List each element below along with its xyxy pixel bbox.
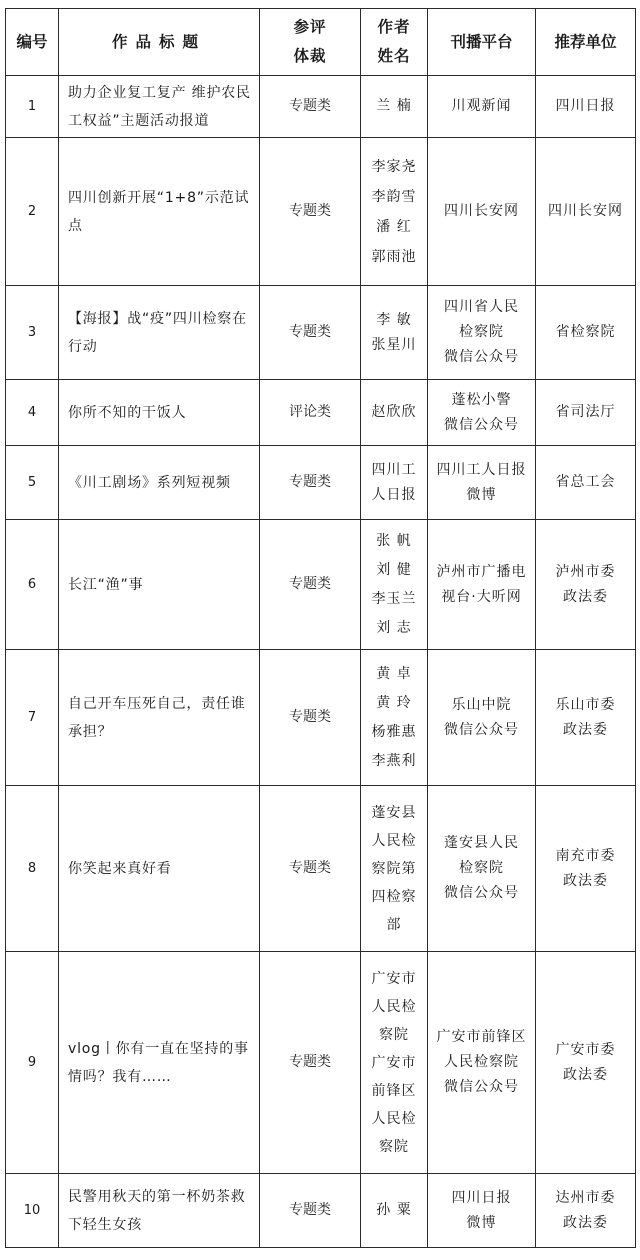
row-genre: 专题类 bbox=[260, 138, 361, 286]
row-no: 3 bbox=[6, 286, 59, 380]
row-platform: 四川长安网 bbox=[428, 138, 536, 286]
row-platform: 川观新闻 bbox=[428, 76, 536, 138]
table-row bbox=[6, 446, 636, 520]
row-no: 2 bbox=[6, 138, 59, 286]
award-table-sheet bbox=[5, 8, 635, 1252]
table-row bbox=[6, 380, 636, 446]
row-genre: 专题类 bbox=[260, 650, 361, 786]
row-author: 黄 卓 黄 玲 杨雅惠 李燕利 bbox=[361, 650, 428, 786]
row-author: 四川工 人日报 bbox=[361, 446, 428, 520]
row-genre: 专题类 bbox=[260, 286, 361, 380]
table-row bbox=[6, 952, 636, 1174]
row-unit: 四川日报 bbox=[536, 76, 636, 138]
row-author: 李家尧 李韵雪 潘 红 郭雨池 bbox=[361, 138, 428, 286]
row-unit: 省检察院 bbox=[536, 286, 636, 380]
table-header-row bbox=[6, 9, 636, 76]
header-no: 编号 bbox=[6, 9, 59, 76]
row-platform: 乐山中院 微信公众号 bbox=[428, 650, 536, 786]
row-platform: 泸州市广播电 视台·大听网 bbox=[428, 520, 536, 650]
row-platform: 四川工人日报 微博 bbox=[428, 446, 536, 520]
row-title: 自己开车压死自己，责任谁承担？ bbox=[59, 650, 260, 786]
row-platform: 四川省人民 检察院 微信公众号 bbox=[428, 286, 536, 380]
header-genre: 参评 体裁 bbox=[260, 9, 361, 76]
table-row bbox=[6, 786, 636, 952]
award-table bbox=[5, 8, 636, 1248]
row-title: 【海报】战“疫”四川检察在行动 bbox=[59, 286, 260, 380]
header-unit: 推荐单位 bbox=[536, 9, 636, 76]
row-title: 民警用秋天的第一杯奶茶救下轻生女孩 bbox=[59, 1174, 260, 1248]
row-no: 8 bbox=[6, 786, 59, 952]
row-genre: 专题类 bbox=[260, 952, 361, 1174]
row-no: 10 bbox=[6, 1174, 59, 1248]
table-row bbox=[6, 76, 636, 138]
row-unit: 达州市委 政法委 bbox=[536, 1174, 636, 1248]
row-genre: 专题类 bbox=[260, 1174, 361, 1248]
row-no: 6 bbox=[6, 520, 59, 650]
row-no: 5 bbox=[6, 446, 59, 520]
table-row bbox=[6, 520, 636, 650]
header-title: 作品标题 bbox=[59, 9, 260, 76]
row-title: 你笑起来真好看 bbox=[59, 786, 260, 952]
row-platform: 蓬安县人民 检察院 微信公众号 bbox=[428, 786, 536, 952]
row-title: 助力企业复工复产 维护农民工权益”主题活动报道 bbox=[59, 76, 260, 138]
row-title: 长江“渔”事 bbox=[59, 520, 260, 650]
row-no: 7 bbox=[6, 650, 59, 786]
row-title: 四川创新开展“1+8”示范试点 bbox=[59, 138, 260, 286]
row-author: 赵欣欣 bbox=[361, 380, 428, 446]
row-genre: 专题类 bbox=[260, 446, 361, 520]
row-title: 你所不知的干饭人 bbox=[59, 380, 260, 446]
header-author: 作者 姓名 bbox=[361, 9, 428, 76]
row-author: 广安市 人民检 察院 广安市 前锋区 人民检 察院 bbox=[361, 952, 428, 1174]
row-platform: 四川日报 微博 bbox=[428, 1174, 536, 1248]
header-platform: 刊播平台 bbox=[428, 9, 536, 76]
row-author: 蓬安县 人民检 察院第 四检察 部 bbox=[361, 786, 428, 952]
row-platform: 蓬松小警 微信公众号 bbox=[428, 380, 536, 446]
row-unit: 省司法厅 bbox=[536, 380, 636, 446]
table-row bbox=[6, 1174, 636, 1248]
row-title: vlog丨你有一直在坚持的事情吗？我有…… bbox=[59, 952, 260, 1174]
row-author: 李 敏 张星川 bbox=[361, 286, 428, 380]
row-genre: 专题类 bbox=[260, 76, 361, 138]
row-genre: 专题类 bbox=[260, 520, 361, 650]
row-platform: 广安市前锋区 人民检察院 微信公众号 bbox=[428, 952, 536, 1174]
row-author: 张 帆 刘 健 李玉兰 刘 志 bbox=[361, 520, 428, 650]
row-unit: 乐山市委 政法委 bbox=[536, 650, 636, 786]
row-unit: 四川长安网 bbox=[536, 138, 636, 286]
row-unit: 泸州市委 政法委 bbox=[536, 520, 636, 650]
table-row bbox=[6, 650, 636, 786]
table-row bbox=[6, 286, 636, 380]
row-author: 孙 粟 bbox=[361, 1174, 428, 1248]
row-title: 《川工剧场》系列短视频 bbox=[59, 446, 260, 520]
row-genre: 评论类 bbox=[260, 380, 361, 446]
row-unit: 南充市委 政法委 bbox=[536, 786, 636, 952]
row-author: 兰 楠 bbox=[361, 76, 428, 138]
row-genre: 专题类 bbox=[260, 786, 361, 952]
table-row bbox=[6, 138, 636, 286]
row-no: 9 bbox=[6, 952, 59, 1174]
row-no: 4 bbox=[6, 380, 59, 446]
row-unit: 省总工会 bbox=[536, 446, 636, 520]
row-unit: 广安市委 政法委 bbox=[536, 952, 636, 1174]
row-no: 1 bbox=[6, 76, 59, 138]
